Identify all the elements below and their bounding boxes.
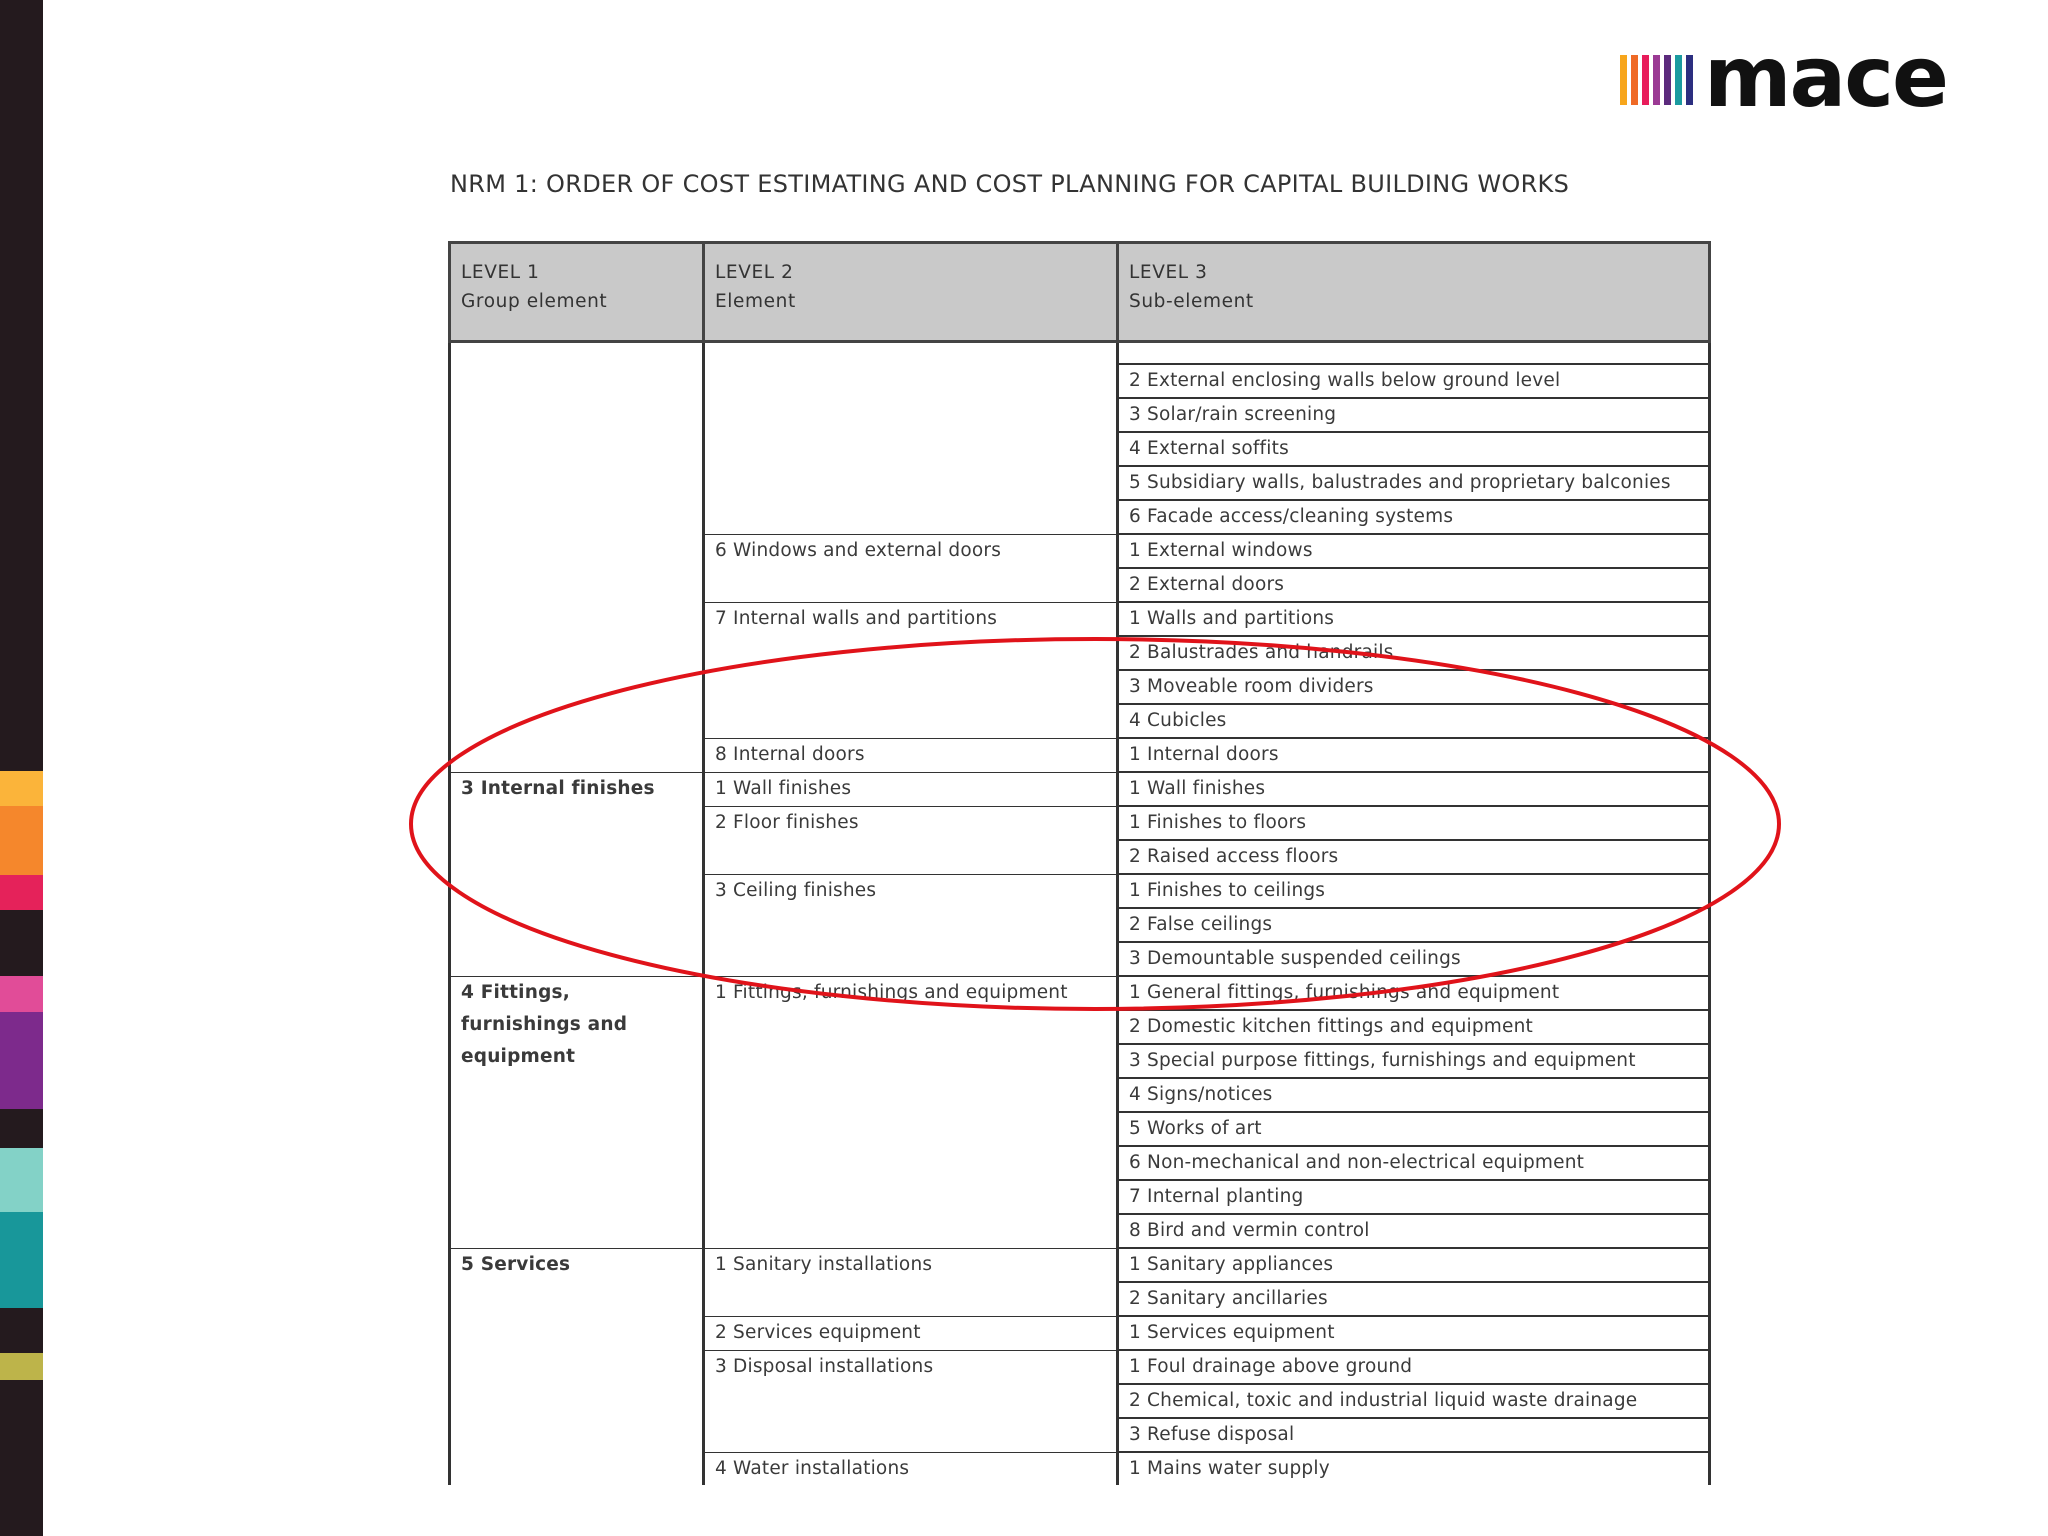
color-swatch [0, 771, 43, 806]
sub-element-cell: 1 External windows [1118, 534, 1710, 568]
header-level-1 [450, 243, 704, 342]
logo-wordmark: mace [1704, 28, 1947, 126]
sub-element-cell: 6 Non-mechanical and non-electrical equipment [1118, 1146, 1710, 1180]
sub-element-cell: 6 Facade access/cleaning systems [1118, 500, 1710, 534]
sub-element-cell: 1 Finishes to ceilings [1118, 874, 1710, 908]
sub-element-cell: 8 Bird and vermin control [1118, 1214, 1710, 1248]
color-swatch [0, 875, 43, 910]
sub-element-cell: 3 Solar/rain screening [1118, 398, 1710, 432]
header-level-2 [704, 243, 1118, 342]
element-cell: 8 Internal doors [704, 738, 1118, 772]
sub-element-cell: 1 Foul drainage above ground [1118, 1350, 1710, 1384]
logo-bar [1675, 55, 1682, 105]
sub-element-cell: 2 External doors [1118, 568, 1710, 602]
color-swatch [0, 1148, 43, 1212]
group-element-cell [450, 342, 704, 773]
header-level-3 [1118, 243, 1710, 342]
logo-bar [1653, 55, 1660, 105]
sub-element-cell: 1 Wall finishes [1118, 772, 1710, 806]
color-swatch [0, 1012, 43, 1109]
group-element-cell: 5 Services [450, 1248, 704, 1485]
nrm-table [448, 241, 1711, 1485]
sub-element-cell: 4 Signs/notices [1118, 1078, 1710, 1112]
element-cell: 1 Sanitary installations [704, 1248, 1118, 1316]
color-swatch [0, 1212, 43, 1308]
sub-element-cell: 2 Sanitary ancillaries [1118, 1282, 1710, 1316]
header-level-3-title: LEVEL 3 [1129, 262, 1208, 283]
element-cell: 4 Water installations [704, 1452, 1118, 1485]
logo-bar [1686, 55, 1693, 105]
sub-element-cell: 3 Special purpose fittings, furnishings and equipment [1118, 1044, 1710, 1078]
sub-element-cell: 3 Refuse disposal [1118, 1418, 1710, 1452]
sub-element-cell: 1 Services equipment [1118, 1316, 1710, 1350]
element-cell: 6 Windows and external doors [704, 534, 1118, 602]
sub-element-cell: 2 Chemical, toxic and industrial liquid waste drainage [1118, 1384, 1710, 1418]
mace-logo [1620, 28, 1947, 126]
color-swatch [0, 976, 43, 1012]
sub-element-cell: 2 Raised access floors [1118, 840, 1710, 874]
sub-element-cell: 1 Sanitary appliances [1118, 1248, 1710, 1282]
sub-element-cell: 5 Works of art [1118, 1112, 1710, 1146]
element-cell: 1 Wall finishes [704, 772, 1118, 806]
document-title: NRM 1: ORDER OF COST ESTIMATING AND COST PLANNING FOR CAPITAL BUILDING WORKS [450, 170, 1570, 198]
sub-element-cell: 3 Demountable suspended ceilings [1118, 942, 1710, 976]
sub-element-cell: 1 Internal doors [1118, 738, 1710, 772]
logo-bar [1664, 55, 1671, 105]
element-cell [704, 342, 1118, 535]
logo-bar [1642, 55, 1649, 105]
sub-element-cell: 1 Mains water supply [1118, 1452, 1710, 1485]
sub-element-cell: 7 Internal planting [1118, 1180, 1710, 1214]
sub-element-cell [1118, 342, 1710, 365]
table-row [450, 772, 1710, 806]
element-cell: 1 Fittings, furnishings and equipment [704, 976, 1118, 1248]
sub-element-cell: 4 External soffits [1118, 432, 1710, 466]
group-element-cell: 3 Internal finishes [450, 772, 704, 976]
sub-element-cell: 4 Cubicles [1118, 704, 1710, 738]
sub-element-cell: 1 General fittings, furnishings and equipment [1118, 976, 1710, 1010]
header-level-2-title: LEVEL 2 [715, 262, 794, 283]
header-level-1-name: Group element [461, 291, 608, 312]
sub-element-cell: 2 Domestic kitchen fittings and equipment [1118, 1010, 1710, 1044]
logo-bar [1620, 55, 1627, 105]
table-header-row [450, 243, 1710, 342]
element-cell: 2 Floor finishes [704, 806, 1118, 874]
header-level-2-name: Element [715, 291, 796, 312]
header-level-1-title: LEVEL 1 [461, 262, 540, 283]
color-swatch [0, 1353, 43, 1380]
element-cell: 3 Disposal installations [704, 1350, 1118, 1452]
sub-element-cell: 1 Finishes to floors [1118, 806, 1710, 840]
table-row [450, 976, 1710, 1010]
element-cell: 2 Services equipment [704, 1316, 1118, 1350]
header-level-3-name: Sub-element [1129, 291, 1254, 312]
element-cell: 7 Internal walls and partitions [704, 602, 1118, 738]
color-swatch [0, 806, 43, 875]
sub-element-cell: 2 Balustrades and handrails [1118, 636, 1710, 670]
table-row [450, 1248, 1710, 1282]
group-element-cell: 4 Fittings, furnishings and equipment [450, 976, 704, 1248]
sub-element-cell: 1 Walls and partitions [1118, 602, 1710, 636]
element-cell: 3 Ceiling finishes [704, 874, 1118, 976]
sub-element-cell: 2 False ceilings [1118, 908, 1710, 942]
sub-element-cell: 2 External enclosing walls below ground level [1118, 364, 1710, 398]
table-row [450, 342, 1710, 365]
sub-element-cell: 3 Moveable room dividers [1118, 670, 1710, 704]
sub-element-cell: 5 Subsidiary walls, balustrades and proprietary balconies [1118, 466, 1710, 500]
logo-bar [1631, 55, 1638, 105]
